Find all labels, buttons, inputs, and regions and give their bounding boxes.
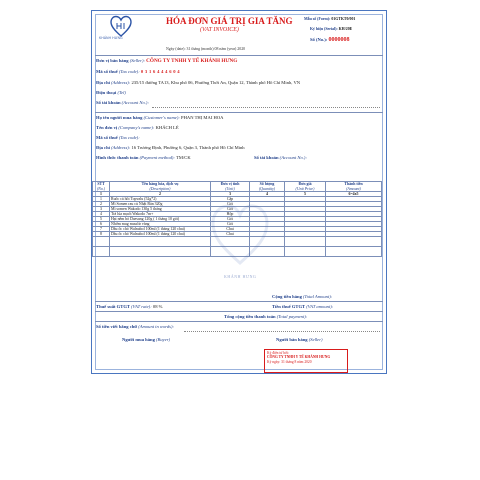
amount-in-words-line — [184, 331, 380, 332]
stamp-date: Ký ngày: 31 tháng 8 năm 2020 — [267, 359, 312, 364]
divider — [95, 112, 383, 113]
buyer-address-row: Địa chỉ (Address): 16 Trương Định, Phường 6, Quận 3, Thành phố Hồ Chí Minh — [96, 145, 245, 150]
seller-signature-label: Người bán hàng (Seller) — [276, 337, 323, 342]
buyer-tax-row: Mã số thuế (Tax code): — [96, 135, 140, 140]
vat-rate-row: Thuế suất GTGT (VAT rate): 08 % — [96, 304, 163, 309]
vat-amount-row: Tiền thuế GTGT (VAT amount): — [272, 304, 334, 309]
invoice-title: HÓA ĐƠN GIÁ TRỊ GIA TĂNG — [166, 16, 293, 26]
divider — [95, 311, 383, 312]
invoice-page — [91, 10, 387, 374]
form-number: Mẫu số (Form): 01GTKT0/001 — [304, 17, 356, 21]
buyer-payment-row: Hình thức thanh toán (Payment method): TM/CK — [96, 155, 191, 160]
stamp-company: CÔNG TY TNHH Y TẾ KHÁNH HƯNG — [267, 355, 331, 360]
col-header-unit: Đơn vị tính (Unit) — [211, 182, 250, 192]
table-index-row: 1 2 3 4 5 6=4x5 — [93, 192, 382, 197]
seller-address-row: Địa chỉ (Address): 235/15 đường TA13, Khu phố 06, Phường Thới An, Quận 12, Thành phố Hồ Chí Minh, VN — [96, 80, 301, 85]
buyer-signature-label: Người mua hàng (Buyer) — [122, 337, 171, 342]
table-row: 2 Mì Somen rau củ Nhật Bản 320g Gói — [93, 202, 382, 207]
seller-account-row: Số tài khoản (Account No.): — [96, 100, 149, 105]
grand-total-row: Tổng cộng tiền thanh toán (Total payment): — [224, 314, 308, 319]
divider — [95, 55, 383, 56]
amount-in-words-row: Số tiền viết bằng chữ (Amount in words): — [96, 324, 175, 329]
watermark-logo-icon — [210, 201, 270, 271]
buyer-name-row: Họ tên người mua hàng (Customer's name): PHAN THỊ MAI HOA — [96, 115, 224, 120]
invoice-number: Số (No.): 0000008 — [310, 37, 350, 43]
col-header-quantity: Số lượng (Quantity) — [250, 182, 285, 192]
table-row: 7 Dầu ốc chó Walnubol 100ml (1 tháng 120 chai) Chai — [93, 227, 382, 232]
serial-number: Ký hiệu (Serial): KH/20E — [310, 27, 353, 31]
logo-caption: KHÁNH HƯNG — [99, 36, 123, 40]
total-amount-row: Cộng tiền hàng (Total Amount): — [272, 294, 333, 299]
table-row: 8 Dầu ốc chó Walnubol 100ml (1 tháng 120 chai) Chai — [93, 232, 382, 237]
buyer-account-row: Số tài khoản (Account No.): — [254, 155, 307, 160]
col-header-no: STT (No.) — [93, 182, 110, 192]
divider — [95, 321, 383, 322]
digital-signature-stamp — [264, 349, 348, 373]
divider — [95, 301, 383, 302]
table-row: 5 Hạt nêm bò Daesang 120g ( 1 tháng 10 gói) Gói — [93, 217, 382, 222]
table-row: 1 Ruốc cá hồi Topvalu (52g*2) Cặp — [93, 197, 382, 202]
table-row: 6 Nhớm mug muuổir vàng Gói — [93, 222, 382, 227]
seller-account-line — [152, 107, 380, 108]
table-row: 3 Mì somen Wakodo 130g 5 tháng Gói — [93, 207, 382, 212]
table-row: 4 Trà lúa mạch Wakodo 7m+ Hộp — [93, 212, 382, 217]
seller-tax-row: Mã số thuế (Tax code): 0 3 1 6 4 4 4 6 0 4 — [96, 69, 180, 74]
col-header-description: Tên hàng hóa, dịch vụ (Description) — [110, 182, 211, 192]
seller-phone-row: Điện thoại (Tel) — [96, 90, 126, 95]
col-header-unit-price: Đơn giá (Unit Price) — [285, 182, 326, 192]
seller-name-row: Đơn vị bán hàng (Seller): CÔNG TY TNHH Y TẾ KHÁNH HƯNG — [96, 58, 238, 64]
col-header-amount: Thành tiền (Amount) — [326, 182, 382, 192]
invoice-subtitle: (VAT INVOICE) — [200, 27, 239, 33]
stamp-signed-by: Ký điện tử bởi: — [267, 351, 289, 355]
buyer-company-row: Tên đơn vị (Company's name): KHÁCH LẺ — [96, 125, 179, 130]
watermark-text: KHÁNH HƯNG — [224, 275, 257, 279]
table-header-row — [93, 182, 382, 192]
invoice-date: Ngày (date): 31 tháng (month) 08 năm (year) 2020 — [166, 47, 246, 51]
